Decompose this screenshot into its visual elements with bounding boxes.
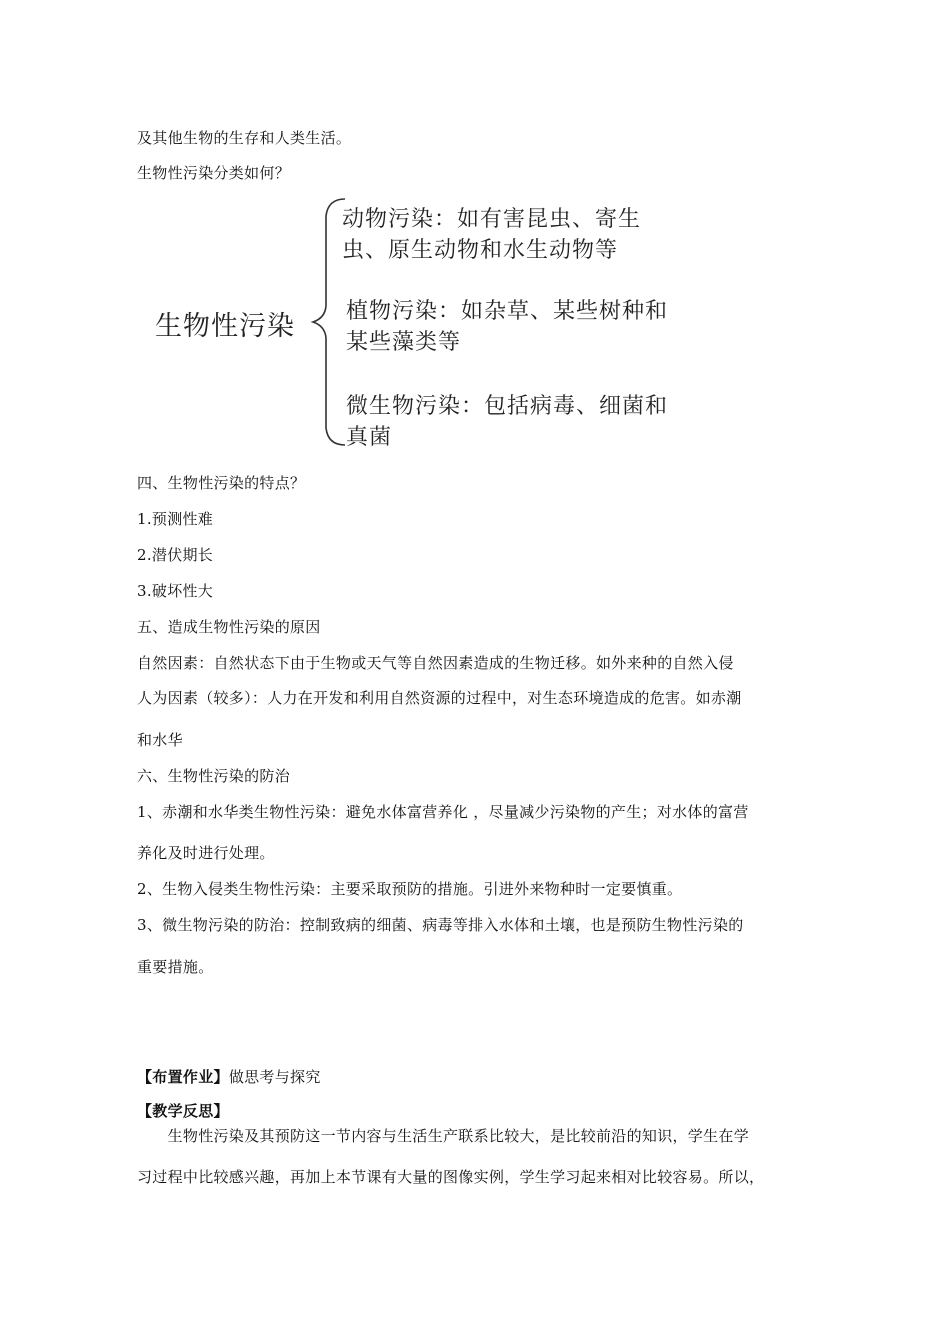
text-line: 和水华 <box>137 731 183 749</box>
text-line: 人为因素（较多）：人力在开发和利用自然资源的过程中，对生态环境造成的危害。如赤潮 <box>137 689 742 707</box>
diagram-branch-plant: 植物污染：如杂草、某些树种和某些藻类等 <box>346 299 669 355</box>
classification-diagram <box>150 196 710 452</box>
section-heading: 四、生物性污染的特点？ <box>137 474 306 492</box>
text-line: 自然因素：自然状态下由于生物或天气等自然因素造成的生物迁移。如外来种的自然入侵 <box>137 654 734 672</box>
text-line: 习过程中比较感兴趣，再加上本节课有大量的图像实例，学生学习起来相对比较容易。所以， <box>137 1168 765 1186</box>
homework-label: 【布置作业】 <box>137 1068 229 1086</box>
diagram-branch-microbe: 微生物污染：包括病毒、细菌和真菌 <box>346 394 669 450</box>
list-item: 3.破坏性大 <box>137 582 214 600</box>
text-line: 养化及时进行处理。 <box>137 844 275 862</box>
text-line: 2、生物入侵类生物性污染：主要采取预防的措施。引进外来物种时一定要慎重。 <box>137 880 683 898</box>
text-line: 3、微生物污染的防治：控制致病的细菌、病毒等排入水体和土壤，也是预防生物性污染的 <box>137 916 744 934</box>
section-heading: 六、生物性污染的防治 <box>137 767 291 785</box>
text-line: 生物性污染及其预防这一节内容与生活生产联系比较大，是比较前沿的知识，学生在学 <box>137 1127 750 1145</box>
diagram-root: 生物性污染 <box>155 311 295 342</box>
text-line: 重要措施。 <box>137 958 214 976</box>
homework-line <box>137 1067 321 1087</box>
reflection-label: 【教学反思】 <box>137 1102 229 1120</box>
text-line: 生物性污染分类如何？ <box>137 164 291 182</box>
list-item: 1.预测性难 <box>137 510 214 528</box>
list-item: 2.潜伏期长 <box>137 546 214 564</box>
text-line: 及其他生物的生存和人类生活。 <box>137 129 352 147</box>
section-heading: 五、造成生物性污染的原因 <box>137 618 321 636</box>
homework-text: 做思考与探究 <box>228 1068 321 1086</box>
text-line: 1、赤潮和水华类生物性污染：避免水体富营养化 ，尽量减少污染物的产生；对水体的富营 <box>137 803 749 821</box>
diagram-branch-animal: 动物污染：如有害昆虫、寄生虫、原生动物和水生动物等 <box>342 207 642 263</box>
